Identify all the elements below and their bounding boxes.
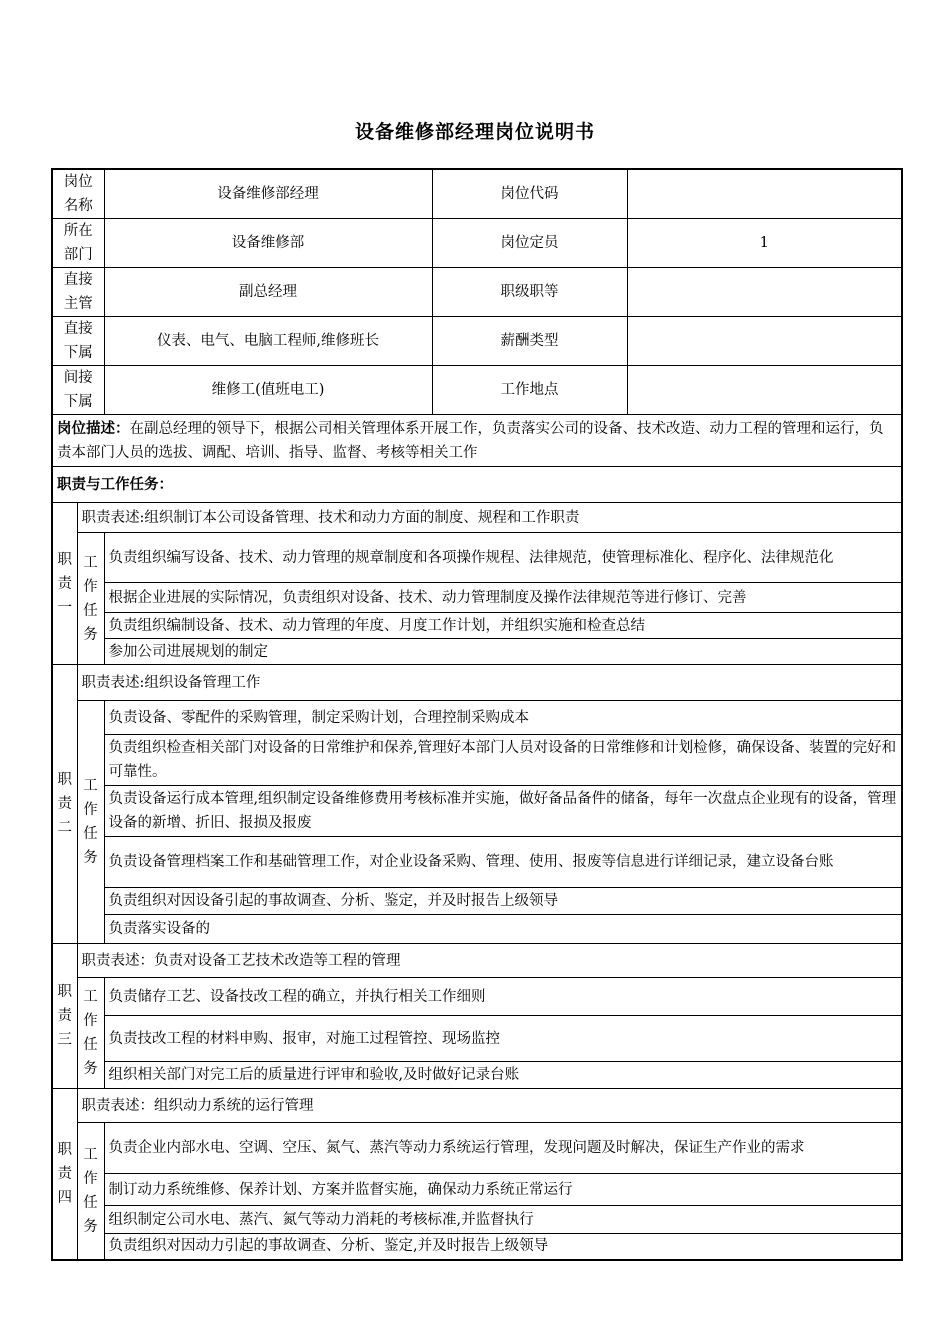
- info-value: 设备维修部: [104, 219, 432, 268]
- info-value: [627, 317, 902, 366]
- task-row: [52, 1234, 902, 1260]
- info-label: 直接主管: [52, 268, 104, 317]
- task-item: 负责组织对因设备引起的事故调查、分析、鉴定，并及时报告上级领导: [104, 888, 902, 915]
- task-row: [52, 915, 902, 944]
- task-row: [52, 1123, 902, 1174]
- info-value: [627, 366, 902, 415]
- info-row: [52, 219, 902, 268]
- info-label: 岗位定员: [432, 219, 627, 268]
- task-row: [52, 533, 902, 583]
- task-row: [52, 735, 902, 786]
- info-label: 职级职等: [432, 268, 627, 317]
- task-label: 工 作 任 务: [77, 533, 104, 665]
- task-item: 参加公司进展规划的制定: [104, 639, 902, 665]
- duty-label: 职 责 二: [52, 665, 77, 944]
- description-label: 岗位描述：: [57, 419, 130, 437]
- info-value: [627, 169, 902, 219]
- duty-statement-row: [52, 503, 902, 533]
- job-description-table: [51, 168, 903, 1261]
- task-item: 组织制定公司水电、蒸汽、氮气等动力消耗的考核标准,并监督执行: [104, 1206, 902, 1234]
- duty-statement-row: [52, 944, 902, 978]
- task-item: 负责技改工程的材料申购、报审，对施工过程管控、现场监控: [104, 1016, 902, 1062]
- task-row: [52, 583, 902, 613]
- task-row: [52, 1062, 902, 1089]
- task-label: 工 作 任 务: [77, 978, 104, 1089]
- task-item: 负责组织编制设备、技术、动力管理的年度、月度工作计划，并组织实施和检查总结: [104, 613, 902, 639]
- duty-label: 职 责 四: [52, 1089, 77, 1260]
- task-label: 工 作 任 务: [77, 701, 104, 944]
- task-row: [52, 1174, 902, 1206]
- task-item: 负责组织编写设备、技术、动力管理的规章制度和各项操作规程、法律规范，使管理标准化、程序化、法律规范化: [104, 533, 902, 583]
- info-row: [52, 169, 902, 219]
- info-label: 间接下属: [52, 366, 104, 415]
- info-row: [52, 317, 902, 366]
- task-item: 组织相关部门对完工后的质量进行评审和验收,及时做好记录台账: [104, 1062, 902, 1089]
- info-label: 工作地点: [432, 366, 627, 415]
- task-row: [52, 639, 902, 665]
- info-label: 所在部门: [52, 219, 104, 268]
- task-item: 负责企业内部水电、空调、空压、氮气、蒸汽等动力系统运行管理，发现问题及时解决，保证生产作业的需求: [104, 1123, 902, 1174]
- task-row: [52, 786, 902, 837]
- info-label: 岗位代码: [432, 169, 627, 219]
- duty-statement-row: [52, 665, 902, 701]
- task-row: [52, 701, 902, 735]
- info-value: 设备维修部经理: [104, 169, 432, 219]
- task-item: 根据企业进展的实际情况，负责组织对设备、技术、动力管理制度及操作法律规范等进行修订、完善: [104, 583, 902, 613]
- task-row: [52, 613, 902, 639]
- task-item: 负责组织对因动力引起的事故调查、分析、鉴定,并及时报告上级领导: [104, 1234, 902, 1260]
- info-row: [52, 268, 902, 317]
- task-row: [52, 978, 902, 1016]
- duties-heading: 职责与工作任务：: [52, 467, 902, 503]
- job-description: [52, 415, 902, 467]
- task-item: 负责设备、零配件的采购管理，制定采购计划，合理控制采购成本: [104, 701, 902, 735]
- info-row: [52, 366, 902, 415]
- duty-label: 职 责 三: [52, 944, 77, 1089]
- task-item: 负责设备运行成本管理,组织制定设备维修费用考核标准并实施，做好备品备件的储备，每年一次盘点企业现有的设备，管理设备的新增、折旧、报损及报废: [104, 786, 902, 837]
- description-text: 在副总经理的领导下，根据公司相关管理体系开展工作，负责落实公司的设备、技术改造、动力工程的管理和运行，负责本部门人员的选拔、调配、培训、指导、监督、考核等相关工作: [57, 420, 884, 461]
- task-row: [52, 1016, 902, 1062]
- info-value: 1: [627, 219, 902, 268]
- description-row: [52, 415, 902, 467]
- task-item: 负责组织检查相关部门对设备的日常维护和保养,管理好本部门人员对设备的日常维修和计划检修，确保设备、装置的完好和可靠性。: [104, 735, 902, 786]
- info-label: 直接下属: [52, 317, 104, 366]
- duty-statement: 职责表述:组织制订本公司设备管理、技术和动力方面的制度、规程和工作职责: [77, 503, 902, 533]
- duties-heading-row: [52, 467, 902, 503]
- info-value: 维修工(值班电工): [104, 366, 432, 415]
- info-label: 岗位名称: [52, 169, 104, 219]
- task-label: 工 作 任 务: [77, 1123, 104, 1260]
- task-row: [52, 837, 902, 888]
- info-value: 副总经理: [104, 268, 432, 317]
- task-row: [52, 888, 902, 915]
- duty-statement: 职责表述:组织设备管理工作: [77, 665, 902, 701]
- duty-statement: 职责表述：负责对设备工艺技术改造等工程的管理: [77, 944, 902, 978]
- info-value: [627, 268, 902, 317]
- info-value: 仪表、电气、电脑工程师,维修班长: [104, 317, 432, 366]
- duty-label: 职 责 一: [52, 503, 77, 665]
- page-title: 设备维修部经理岗位说明书: [354, 121, 595, 143]
- duty-statement: 职责表述：组织动力系统的运行管理: [77, 1089, 902, 1123]
- duty-statement-row: [52, 1089, 902, 1123]
- task-row: [52, 1206, 902, 1234]
- info-label: 薪酬类型: [432, 317, 627, 366]
- task-item: 负责设备管理档案工作和基础管理工作，对企业设备采购、管理、使用、报废等信息进行详细记录，建立设备台账: [104, 837, 902, 888]
- task-item: 制订动力系统维修、保养计划、方案并监督实施，确保动力系统正常运行: [104, 1174, 902, 1206]
- task-item: 负责储存工艺、设备技改工程的确立，并执行相关工作细则: [104, 978, 902, 1016]
- task-item: 负责落实设备的: [104, 915, 902, 944]
